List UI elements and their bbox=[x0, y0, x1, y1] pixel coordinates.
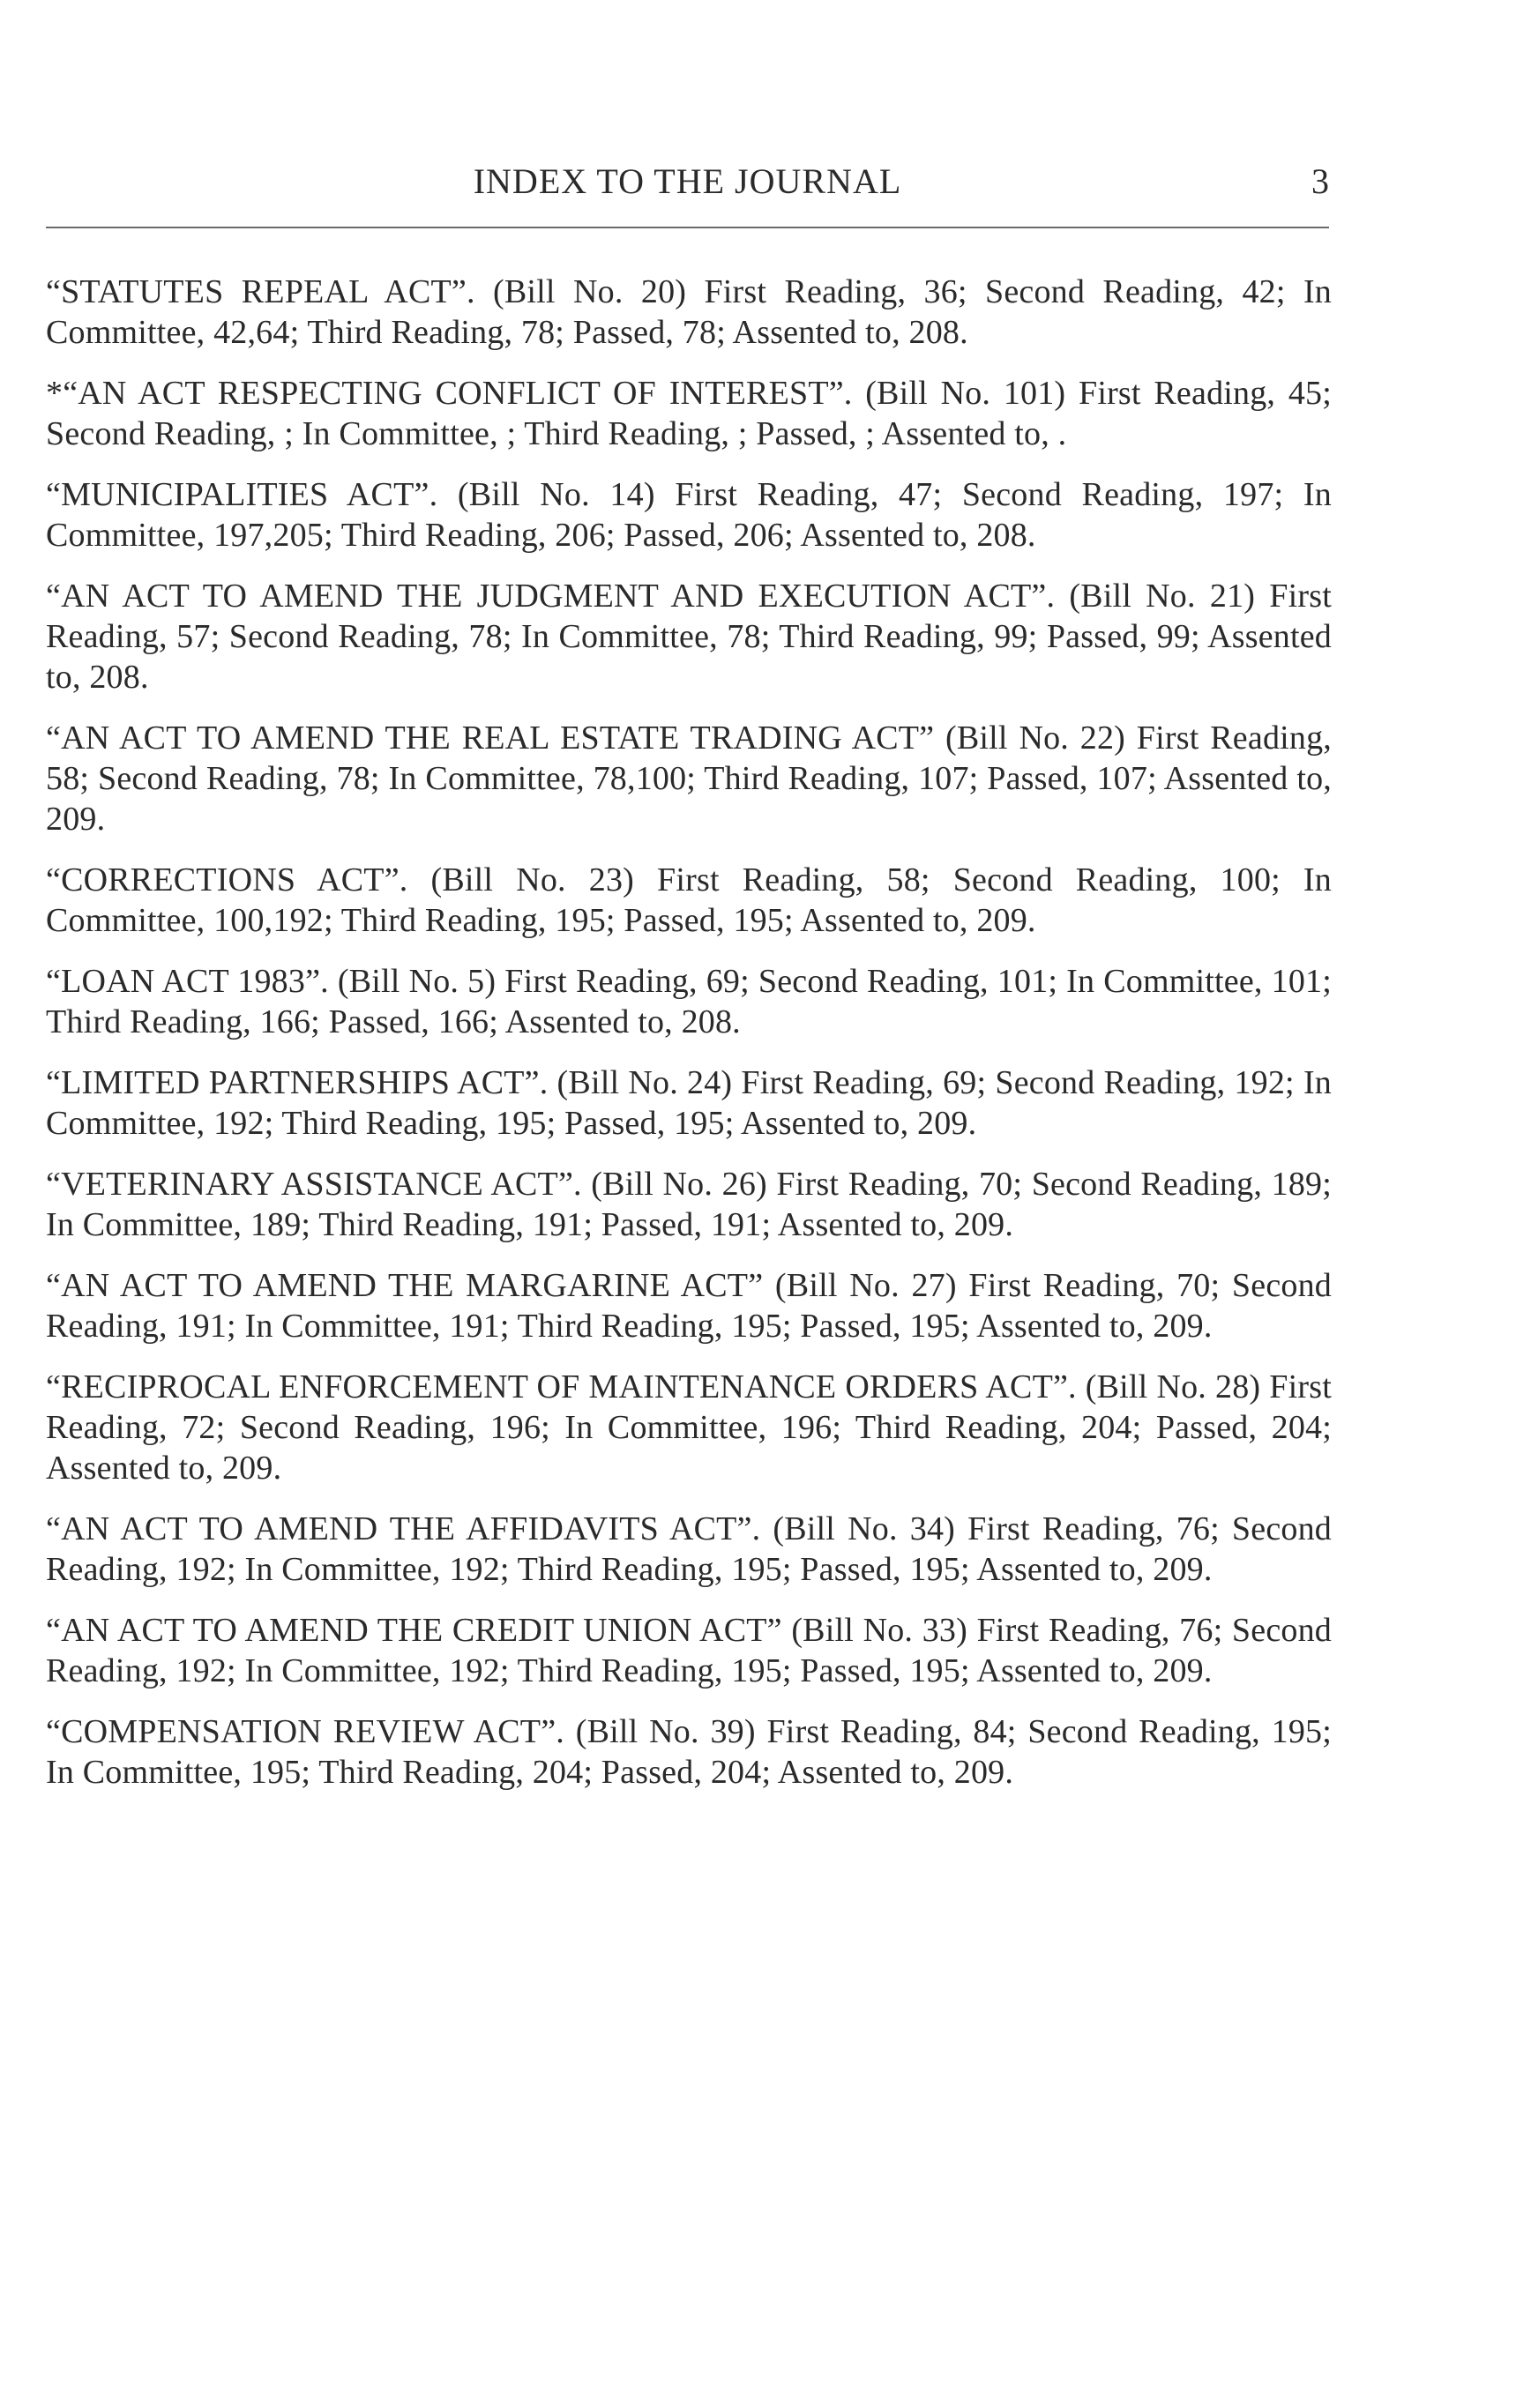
index-entry: “AN ACT TO AMEND THE JUDGMENT AND EXECUTION ACT”. (Bill No. 21) First Reading, 57; Second Reading, 78; In Committee, 78; Third Reading, 99; Passed, 99; Assented to, 208. bbox=[46, 578, 1332, 696]
index-entry: “CORRECTIONS ACT”. (Bill No. 23) First Reading, 58; Second Reading, 100; In Committee, 100,192; Third Reading, 195; Passed, 195; Assented to, 209. bbox=[46, 861, 1332, 939]
index-entry: “LOAN ACT 1983”. (Bill No. 5) First Reading, 69; Second Reading, 101; In Committee, 101; Third Reading, 166; Passed, 166; Assented to, 208. bbox=[46, 963, 1332, 1040]
index-entry: “AN ACT TO AMEND THE MARGARINE ACT” (Bill No. 27) First Reading, 70; Second Reading, 191; In Committee, 191; Third Reading, 195; Passed, 195; Assented to, 209. bbox=[46, 1267, 1332, 1345]
index-entry: “AN ACT TO AMEND THE CREDIT UNION ACT” (Bill No. 33) First Reading, 76; Second Reading, 192; In Committee, 192; Third Reading, 195; Passed, 195; Assented to, 209. bbox=[46, 1612, 1332, 1689]
index-entry: “STATUTES REPEAL ACT”. (Bill No. 20) First Reading, 36; Second Reading, 42; In Committee, 42,64; Third Reading, 78; Passed, 78; Assented to, 208. bbox=[46, 273, 1332, 351]
index-entry: “COMPENSATION REVIEW ACT”. (Bill No. 39) First Reading, 84; Second Reading, 195; In Committee, 195; Third Reading, 204; Passed, 204; Assented to, 209. bbox=[46, 1713, 1332, 1791]
page-title: INDEX TO THE JOURNAL bbox=[473, 161, 902, 201]
index-entry: “MUNICIPALITIES ACT”. (Bill No. 14) First Reading, 47; Second Reading, 197; In Committee, 197,205; Third Reading, 206; Passed, 206; Assented to, 208. bbox=[46, 476, 1332, 554]
page-number: 3 bbox=[1311, 161, 1329, 201]
page-header bbox=[46, 157, 1329, 210]
index-entry: “VETERINARY ASSISTANCE ACT”. (Bill No. 26) First Reading, 70; Second Reading, 189; In Committee, 189; Third Reading, 191; Passed, 191; Assented to, 209. bbox=[46, 1166, 1332, 1243]
index-entry: “AN ACT TO AMEND THE AFFIDAVITS ACT”. (Bill No. 34) First Reading, 76; Second Reading, 192; In Committee, 192; Third Reading, 195; Passed, 195; Assented to, 209. bbox=[46, 1510, 1332, 1588]
index-entries bbox=[46, 272, 1332, 1813]
index-entry: “LIMITED PARTNERSHIPS ACT”. (Bill No. 24) First Reading, 69; Second Reading, 192; In Committee, 192; Third Reading, 195; Passed, 195; Assented to, 209. bbox=[46, 1064, 1332, 1142]
index-entry: “RECIPROCAL ENFORCEMENT OF MAINTENANCE ORDERS ACT”. (Bill No. 28) First Reading, 72; Second Reading, 196; In Committee, 196; Third Reading, 204; Passed, 204; Assented to, 209. bbox=[46, 1368, 1332, 1487]
index-entry: “AN ACT TO AMEND THE REAL ESTATE TRADING ACT” (Bill No. 22) First Reading, 58; Second Reading, 78; In Committee, 78,100; Third Reading, 107; Passed, 107; Assented to, 209. bbox=[46, 719, 1332, 838]
header-divider bbox=[46, 227, 1329, 228]
index-entry: *“AN ACT RESPECTING CONFLICT OF INTEREST”. (Bill No. 101) First Reading, 45; Second Reading, ; In Committee, ; Third Reading, ; Passed, ; Assented to, . bbox=[46, 375, 1332, 452]
